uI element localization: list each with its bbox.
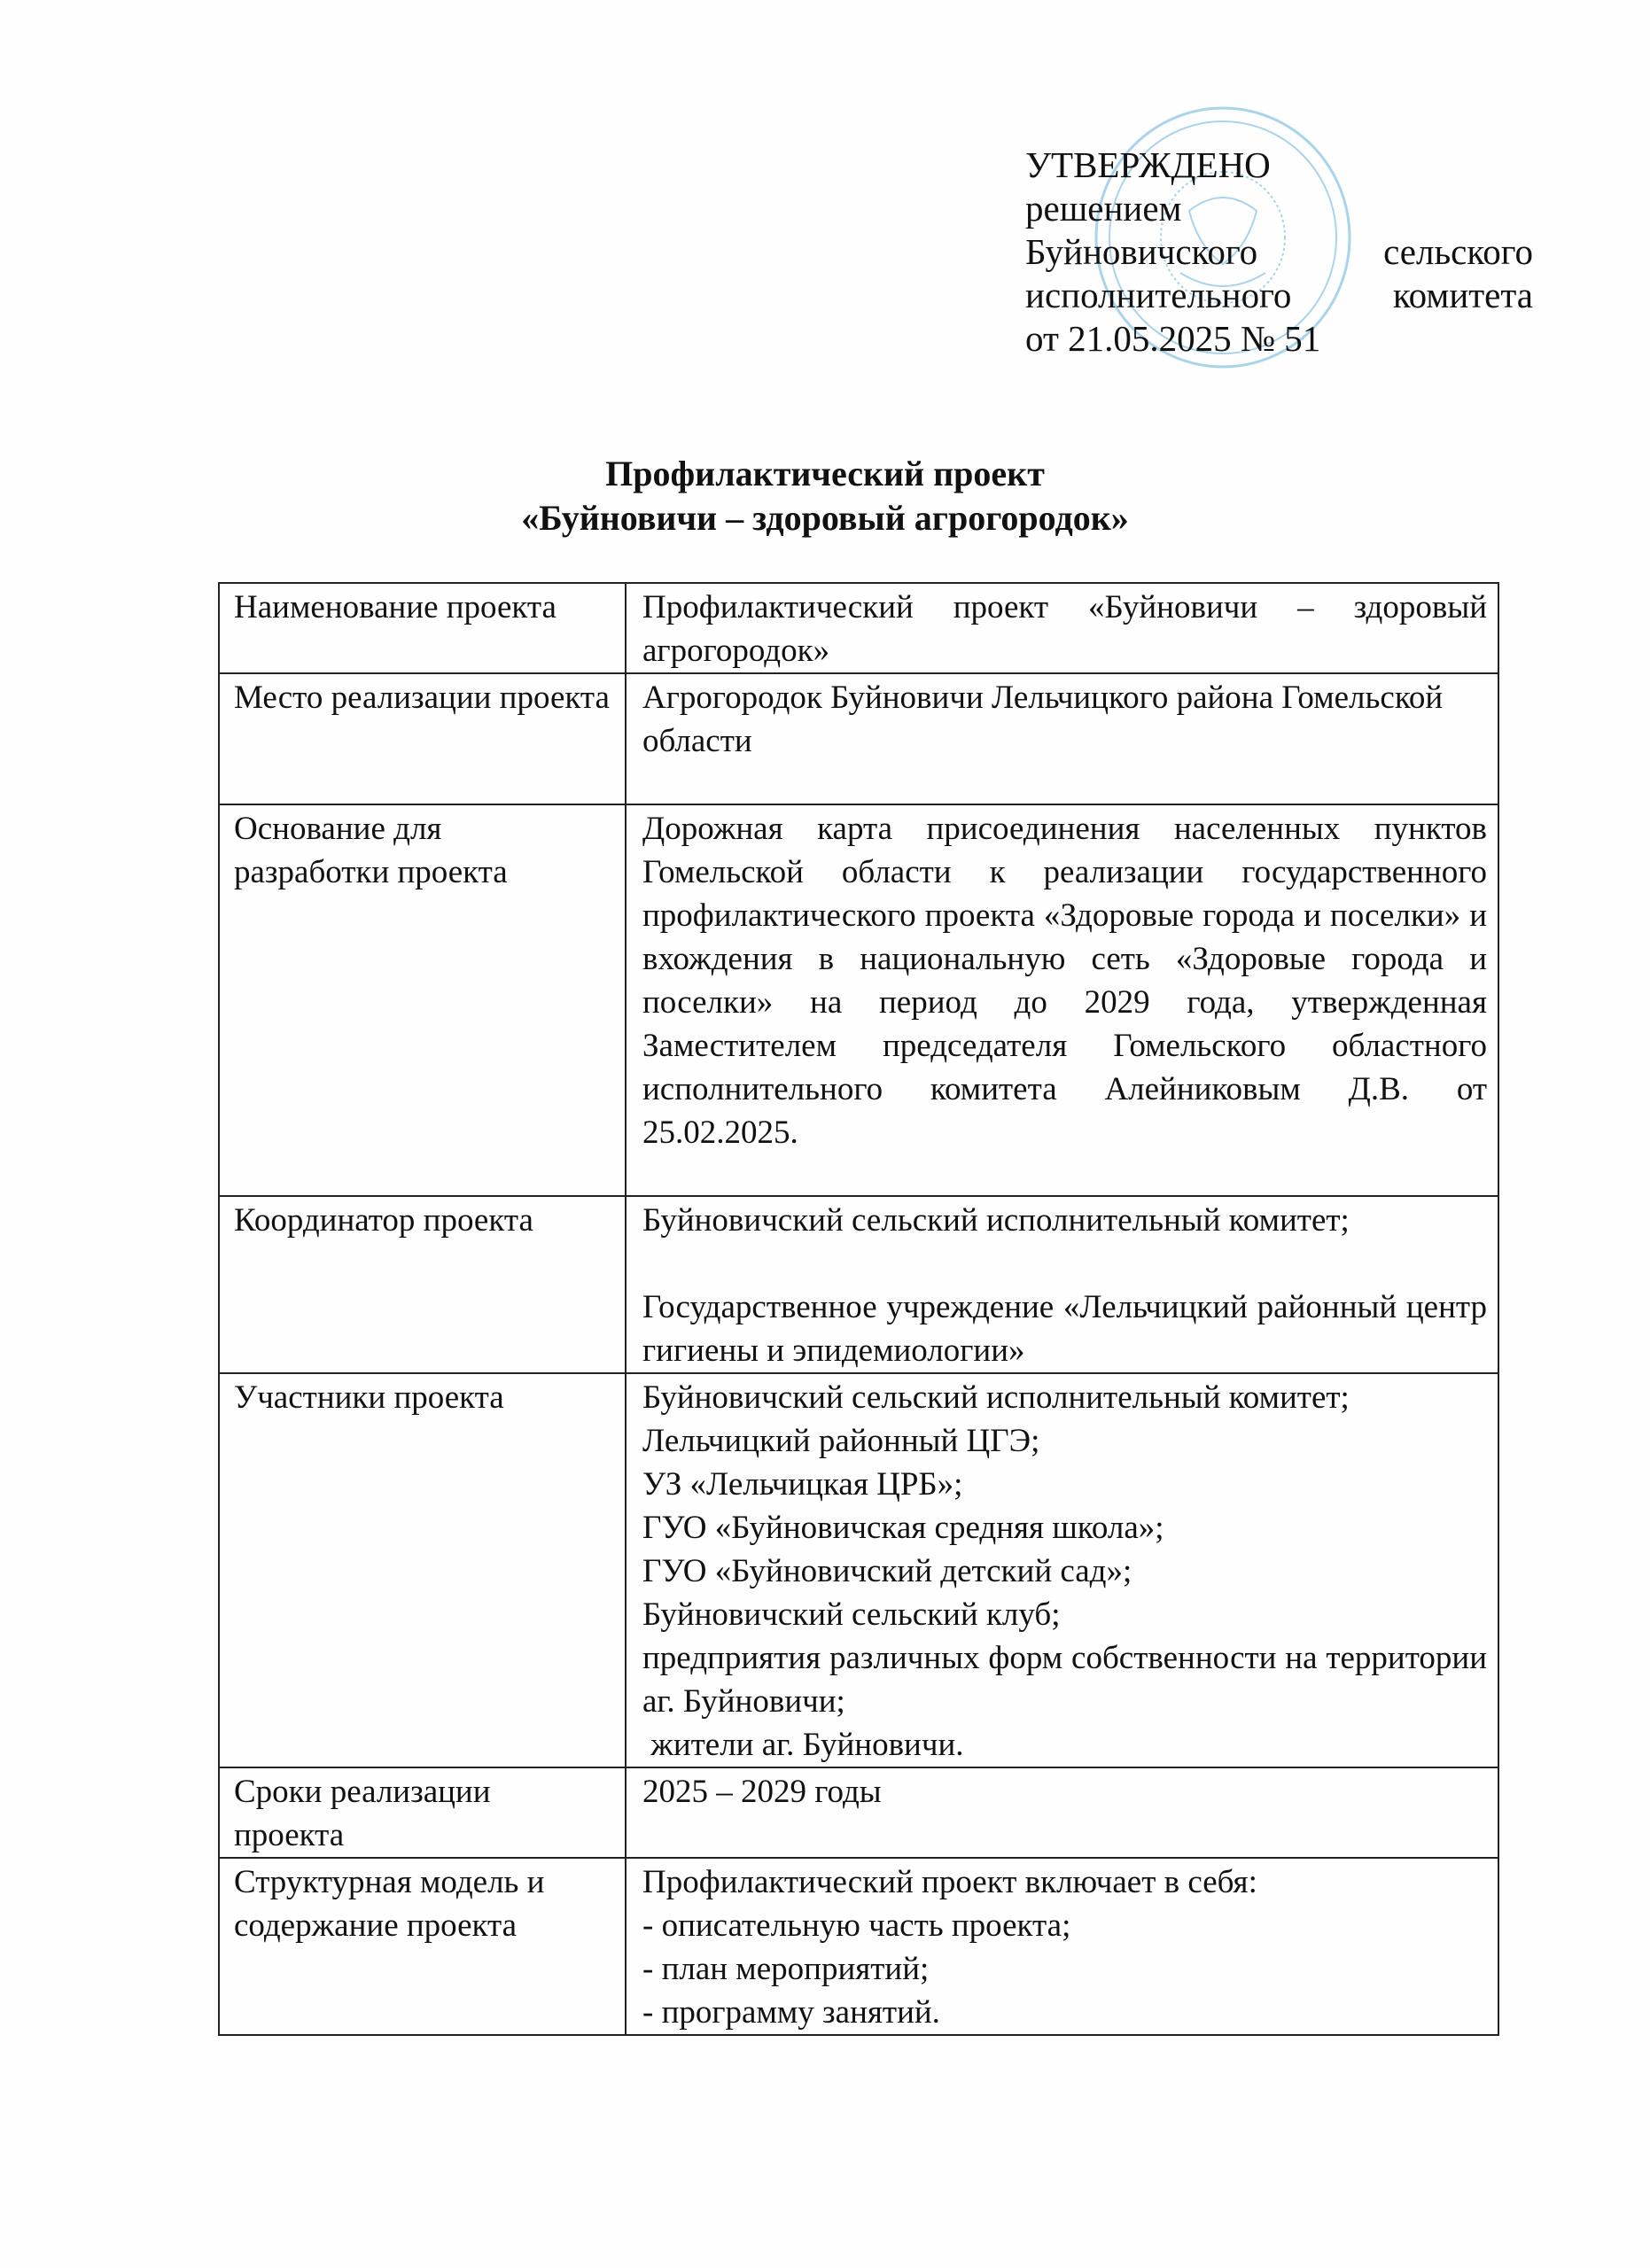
row-label: Место реализации проекта <box>219 673 626 804</box>
table-row <box>219 1767 1498 1858</box>
row-label: Сроки реализации проекта <box>219 1767 626 1858</box>
approval-line: Буйновичского сельского <box>1025 231 1533 272</box>
table-row <box>219 1196 1498 1373</box>
table-row <box>219 804 1498 1196</box>
title-line-2: «Буйновичи – здоровый агрогородок» <box>521 498 1129 538</box>
row-value <box>626 673 1498 804</box>
approval-line: решением <box>1025 188 1182 229</box>
row-label: Наименование проекта <box>219 583 626 673</box>
value-text: Агрогородок Буйновичи Лельчицкого района Гомельской области <box>642 680 1444 759</box>
table-row <box>219 1373 1498 1767</box>
participant-item: жители аг. Буйновичи. <box>642 1727 964 1763</box>
value-text: Государственное учреждение «Лельчицкий районный центр гигиены и эпидемиологии» <box>642 1289 1487 1369</box>
row-value <box>626 1767 1498 1858</box>
participant-item: ГУО «Буйновичский детский сад»; <box>642 1553 1132 1589</box>
blank-line <box>642 1242 1487 1285</box>
row-label: Основание для разработки проекта <box>219 804 626 1196</box>
table-row <box>219 583 1498 673</box>
row-value <box>626 1373 1498 1767</box>
participant-item: ГУО «Буйновичская средняя школа»; <box>642 1510 1164 1546</box>
approval-line: исполнительного комитета <box>1025 275 1533 315</box>
table-row <box>219 1858 1498 2035</box>
row-label: Структурная модель и содержание проекта <box>219 1858 626 2035</box>
participant-item: Буйновичский сельский исполнительный комитет; <box>642 1379 1350 1416</box>
value-text: Профилактический проект «Буйновичи – здоровый агрогородок» <box>642 589 1487 669</box>
approval-block <box>1025 144 1533 361</box>
structure-item: - описательную часть проекта; <box>642 1907 1071 1944</box>
structure-item: - программу занятий. <box>642 1994 940 2031</box>
value-text: 2025 – 2029 годы <box>642 1774 882 1810</box>
row-label: Координатор проекта <box>219 1196 626 1373</box>
table-row <box>219 673 1498 804</box>
participant-item: УЗ «Лельчицкая ЦРБ»; <box>642 1466 963 1503</box>
approval-date-number: от 21.05.2025 № 51 <box>1025 318 1321 359</box>
row-value <box>626 583 1498 673</box>
document-title <box>0 452 1650 540</box>
title-line-1: Профилактический проект <box>605 454 1045 493</box>
row-label: Участники проекта <box>219 1373 626 1767</box>
value-text: Буйновичский сельский исполнительный комитет; <box>642 1202 1350 1239</box>
structure-intro: Профилактический проект включает в себя: <box>642 1864 1257 1900</box>
row-value <box>626 1196 1498 1373</box>
participant-item: Лельчицкий районный ЦГЭ; <box>642 1423 1040 1459</box>
approval-heading: УТВЕРЖДЕНО <box>1025 144 1271 185</box>
participant-item: Буйновичский сельский клуб; <box>642 1596 1061 1633</box>
row-value <box>626 804 1498 1196</box>
participant-item: предприятия различных форм собственности на территории аг. Буйновичи; <box>642 1640 1487 1720</box>
value-text: Дорожная карта присоединения населенных пунктов Гомельской области к реализации государственного профилактического проекта «Здоровые города и поселки» и вхождения в национальную сеть «Здоровые города и поселки» на период до 2029 года, утвержденная Заместителем председателя Гомельского областного исполнительного комитета Алейниковым Д.В. от 25.02.2025. <box>642 811 1487 1151</box>
structure-item: - план мероприятий; <box>642 1951 930 1987</box>
row-value <box>626 1858 1498 2035</box>
project-passport-table <box>218 582 1499 2036</box>
